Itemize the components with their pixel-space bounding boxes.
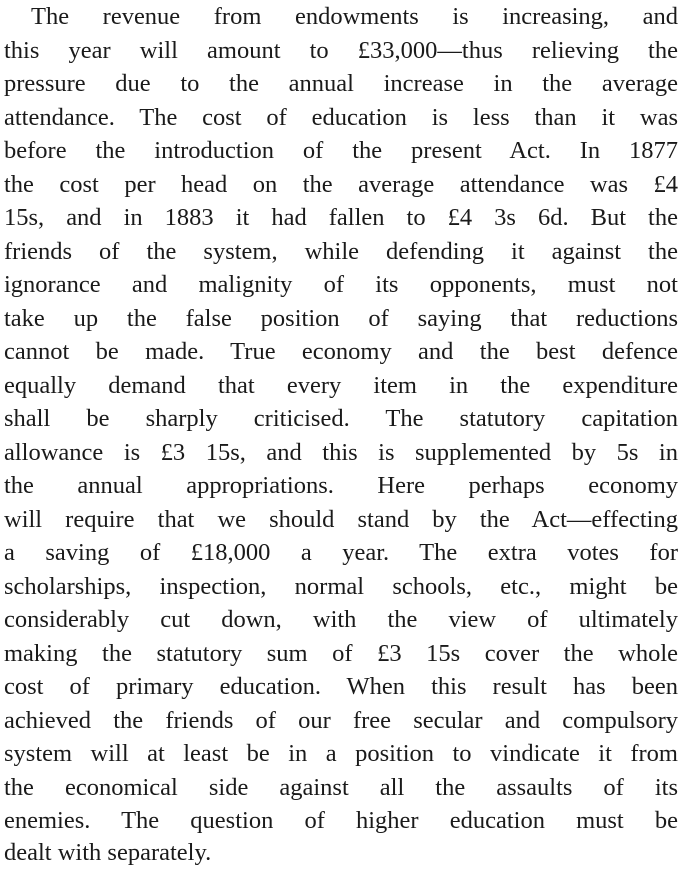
text-line: allowance is £3 15s, and this is supplemented by 5s in: [4, 439, 678, 466]
text-line: dealt with separately.: [4, 839, 212, 866]
text-line: this year will amount to £33,000—thus relieving the: [4, 37, 678, 64]
document-page: [4, 0, 678, 870]
text-line: the cost per head on the average attendance was £4: [4, 171, 678, 198]
text-line: enemies. The question of higher education must be: [4, 807, 678, 834]
text-line: before the introduction of the present Act. In 1877: [4, 137, 678, 164]
text-line: cost of primary education. When this result has been: [4, 673, 678, 700]
text-line: will require that we should stand by the Act—effecting: [4, 506, 678, 533]
text-line: a saving of £18,000 a year. The extra votes for: [4, 539, 678, 566]
text-line: take up the false position of saying that reductions: [4, 305, 678, 332]
text-line: considerably cut down, with the view of ultimately: [4, 606, 678, 633]
text-line: shall be sharply criticised. The statutory capitation: [4, 405, 678, 432]
text-line: friends of the system, while defending it against the: [4, 238, 678, 265]
text-line: The revenue from endowments is increasing, and: [31, 3, 678, 30]
text-line: equally demand that every item in the expenditure: [4, 372, 678, 399]
text-line: achieved the friends of our free secular and compulsory: [4, 707, 678, 734]
text-line: system will at least be in a position to vindicate it from: [4, 740, 678, 767]
text-line: pressure due to the annual increase in the average: [4, 70, 678, 97]
text-line: ignorance and malignity of its opponents, must not: [4, 271, 678, 298]
text-line: 15s, and in 1883 it had fallen to £4 3s 6d. But the: [4, 204, 678, 231]
text-line: cannot be made. True economy and the best defence: [4, 338, 678, 365]
text-line: making the statutory sum of £3 15s cover the whole: [4, 640, 678, 667]
text-line: scholarships, inspection, normal schools, etc., might be: [4, 573, 678, 600]
text-line: attendance. The cost of education is less than it was: [4, 104, 678, 131]
text-line: the economical side against all the assaults of its: [4, 774, 678, 801]
text-line: the annual appropriations. Here perhaps economy: [4, 472, 678, 499]
